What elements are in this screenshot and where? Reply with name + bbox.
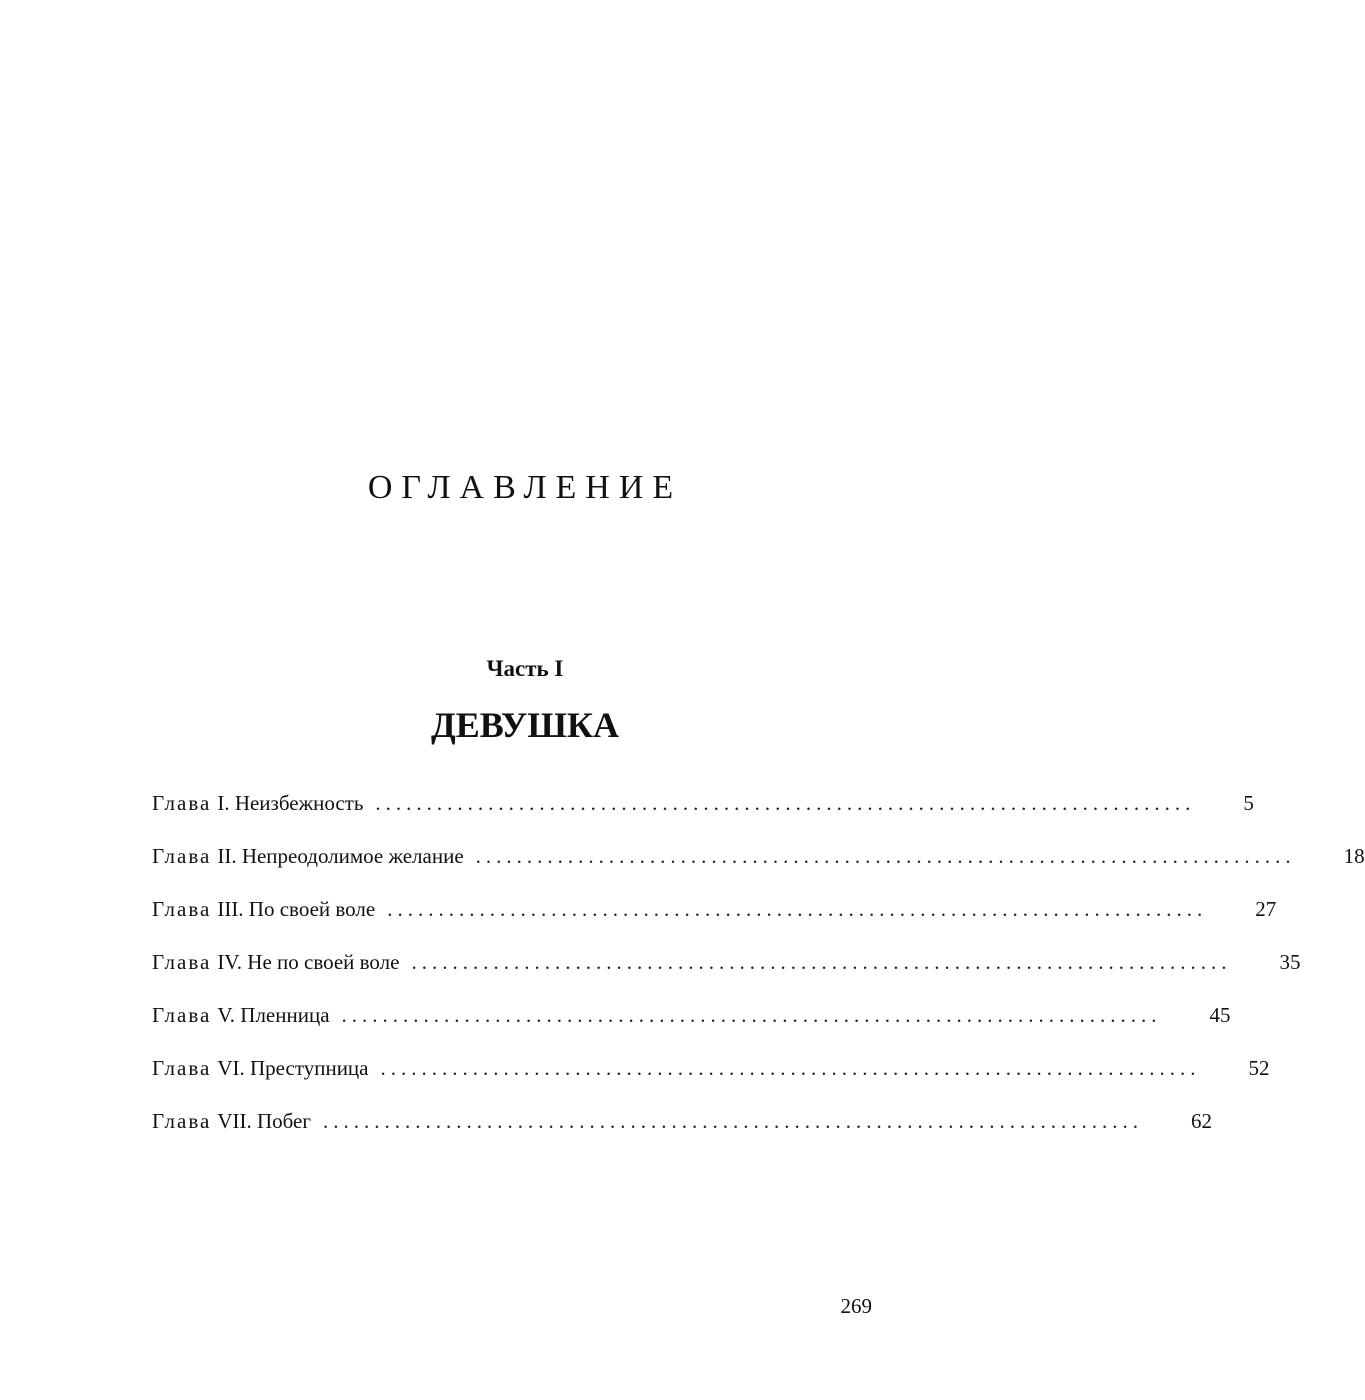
entry-title: VI. Преступница bbox=[217, 1056, 369, 1080]
entry-page-number: 52 bbox=[1248, 1056, 1270, 1080]
dot-leader: ................................................................................ bbox=[323, 1109, 1143, 1133]
toc-entry bbox=[152, 1106, 1212, 1159]
entry-title: IV. Не по своей воле bbox=[217, 950, 400, 974]
toc-entry bbox=[152, 841, 1365, 894]
entry-prefix: Глава bbox=[152, 1003, 212, 1027]
dot-leader: ................................................................................ bbox=[375, 791, 1196, 815]
dot-leader: ................................................................................ bbox=[341, 1003, 1162, 1027]
toc-entry bbox=[152, 894, 1277, 947]
dot-leader: ................................................................................ bbox=[411, 950, 1232, 974]
part-label: Часть I bbox=[486, 656, 564, 681]
toc-entry bbox=[152, 1000, 1231, 1053]
part-title: ДЕВУШКА bbox=[431, 705, 619, 745]
toc-entry bbox=[152, 788, 1254, 841]
entry-page-number: 35 bbox=[1279, 950, 1301, 974]
toc-entry bbox=[152, 1053, 1270, 1106]
toc-list bbox=[152, 788, 1365, 1159]
page-number: 269 bbox=[840, 1294, 872, 1318]
entry-title: II. Непреодолимое желание bbox=[217, 844, 464, 868]
entry-page-number: 5 bbox=[1243, 791, 1254, 815]
entry-page-number: 62 bbox=[1191, 1109, 1212, 1133]
toc-heading: ОГЛАВЛЕНИЕ bbox=[367, 469, 683, 506]
entry-prefix: Глава bbox=[152, 950, 212, 974]
entry-page-number: 18 bbox=[1343, 844, 1365, 868]
entry-prefix: Глава bbox=[152, 1056, 212, 1080]
dot-leader: ................................................................................ bbox=[475, 844, 1296, 868]
entry-prefix: Глава bbox=[152, 791, 212, 815]
entry-title: VII. Побег bbox=[217, 1109, 311, 1133]
entry-title: V. Пленница bbox=[217, 1003, 330, 1027]
entry-title: I. Неизбежность bbox=[217, 791, 364, 815]
entry-page-number: 45 bbox=[1209, 1003, 1231, 1027]
dot-leader: ................................................................................ bbox=[380, 1056, 1201, 1080]
entry-page-number: 27 bbox=[1255, 897, 1277, 921]
entry-prefix: Глава bbox=[152, 897, 212, 921]
entry-prefix: Глава bbox=[152, 1109, 212, 1133]
dot-leader: ................................................................................ bbox=[387, 897, 1208, 921]
toc-entry bbox=[152, 947, 1301, 1000]
entry-prefix: Глава bbox=[152, 844, 212, 868]
entry-title: III. По своей воле bbox=[217, 897, 376, 921]
